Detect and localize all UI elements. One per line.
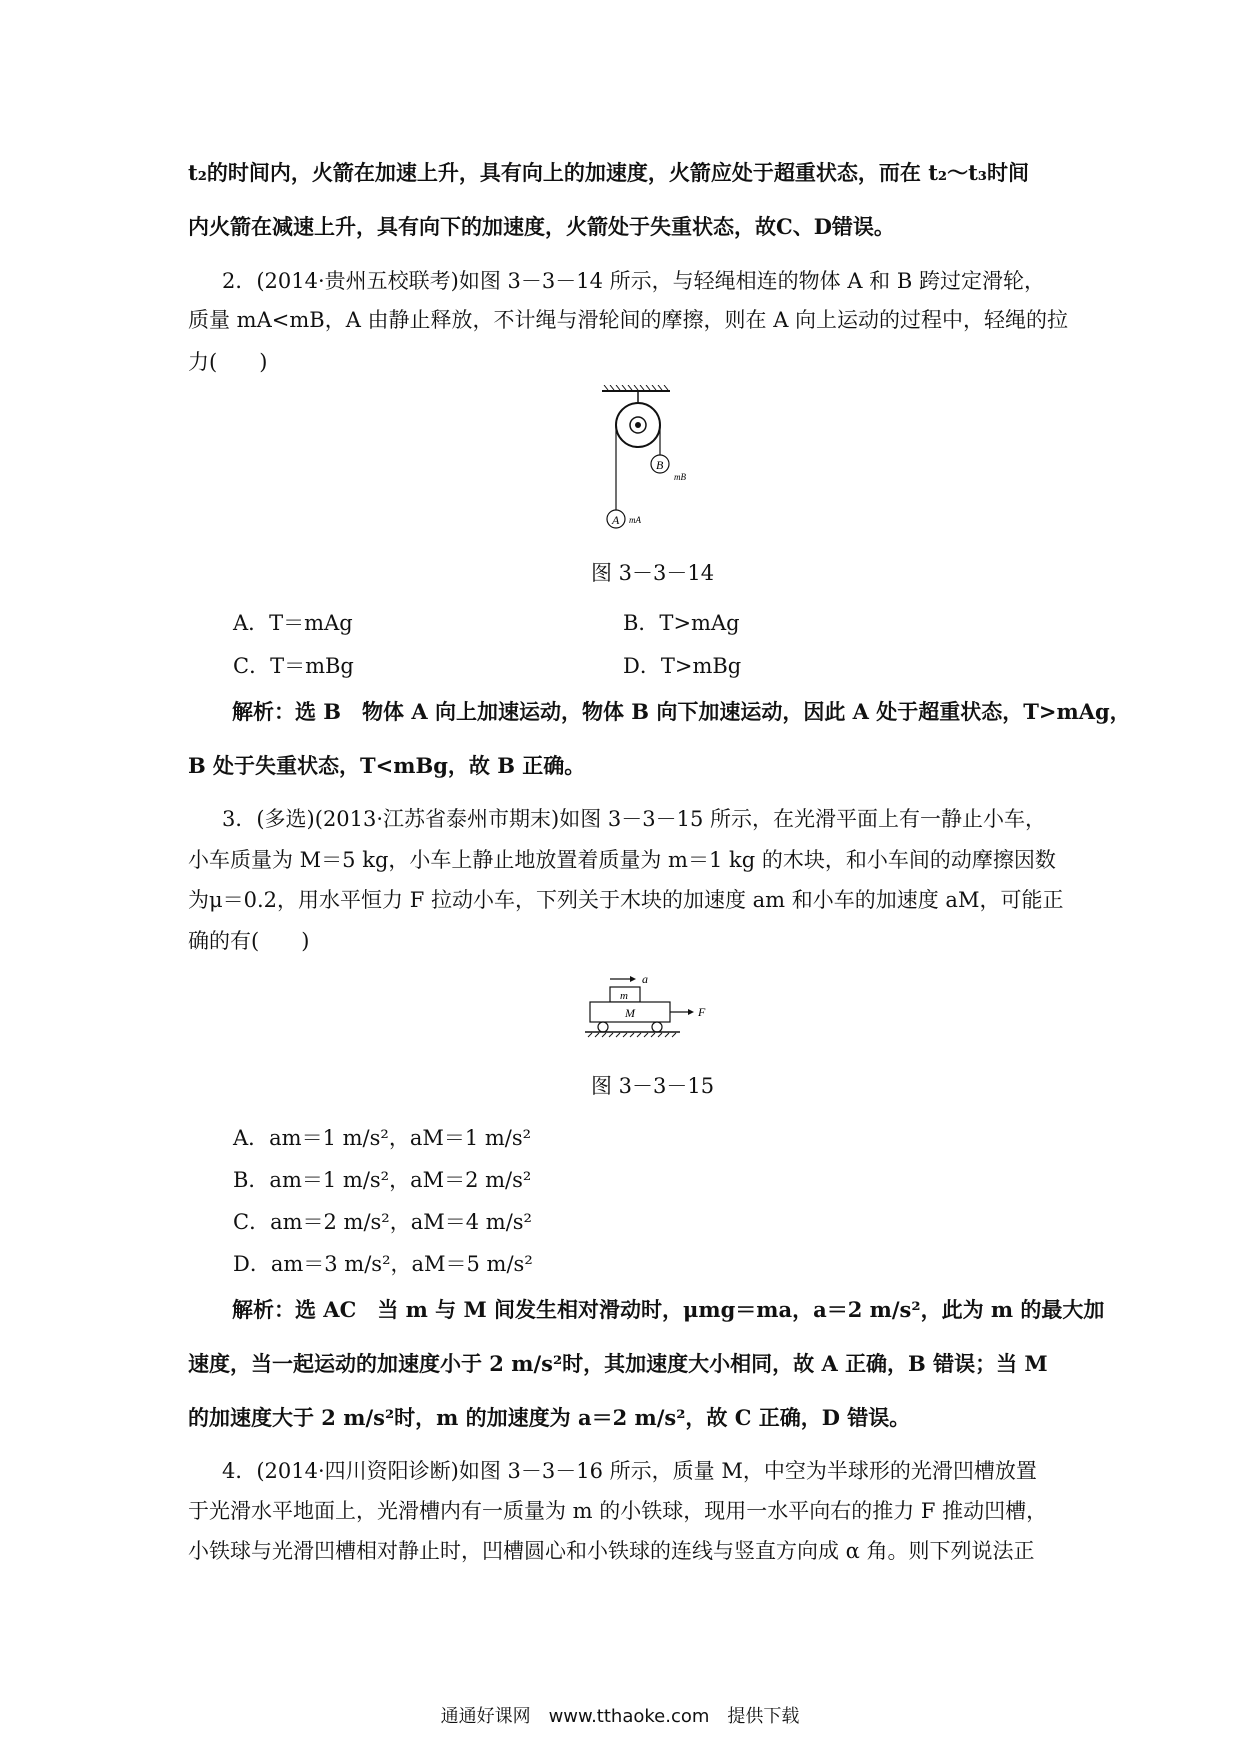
option-b: B．T>mAg — [623, 611, 740, 635]
question-2-text: 质量 mA<mB，A 由静止释放，不计绳与滑轮间的摩擦，则在 A 向上运动的过程中，轻绳的拉 — [188, 308, 1069, 332]
question-4-text: 4．(2014·四川资阳诊断)如图 3－3－16 所示，质量 M，中空为半球形的光滑凹槽放置 — [222, 1459, 1037, 1483]
question-3-text: 为μ＝0.2，用水平恒力 F 拉动小车，下列关于木块的加速度 am 和小车的加速度 aM，可能正 — [188, 888, 1064, 912]
question-3-text: 3．(多选)(2013·江苏省泰州市期末)如图 3－3－15 所示，在光滑平面上有一静止小车， — [222, 807, 1047, 831]
label-ma: mA — [629, 515, 641, 525]
figure-caption: 图 3－3－14 — [591, 561, 715, 585]
label-a: A — [612, 513, 620, 527]
question-2-text: 2．(2014·贵州五校联考)如图 3－3－14 所示，与轻绳相连的物体 A 和 B 跨过定滑轮， — [222, 269, 1045, 293]
analysis-line: 的加速度大于 2 m/s²时，m 的加速度为 a＝2 m/s²，故 C 正确，D 错误。 — [188, 1405, 911, 1430]
question-4-text: 于光滑水平地面上，光滑槽内有一质量为 m 的小铁球，现用一水平向右的推力 F 推动凹槽， — [188, 1499, 1048, 1523]
analysis-line: 速度，当一起运动的加速度小于 2 m/s²时，其加速度大小相同，故 A 正确，B 错误；当 M — [188, 1351, 1048, 1376]
label-m: m — [620, 990, 628, 1002]
question-2-text: 力( ) — [188, 350, 268, 374]
question-3-text: 确的有( ) — [188, 929, 310, 953]
cart-figure — [585, 967, 715, 1047]
label-b: B — [656, 458, 664, 472]
option-d: D．T>mBg — [623, 654, 742, 678]
option-b: B．am＝1 m/s²，aM＝2 m/s² — [233, 1168, 532, 1192]
label-mb: mB — [674, 472, 686, 482]
analysis-line: 解析：选 B 物体 A 向上加速运动，物体 B 向下加速运动，因此 A 处于超重状态，T>mAg， — [232, 699, 1131, 724]
option-d: D．am＝3 m/s²，aM＝5 m/s² — [233, 1252, 533, 1276]
question-3-text: 小车质量为 M＝5 kg，小车上静止地放置着质量为 m＝1 kg 的木块，和小车间的动摩擦因数 — [188, 848, 1056, 872]
page-footer: 通通好课网 www.tthaoke.com 提供下载 — [440, 1706, 800, 1727]
solution-line: 内火箭在减速上升，具有向下的加速度，火箭处于失重状态，故C、D错误。 — [188, 214, 895, 239]
pulley-figure — [590, 385, 690, 535]
option-a: A．T＝mAg — [233, 611, 353, 635]
question-4-text: 小铁球与光滑凹槽相对静止时，凹槽圆心和小铁球的连线与竖直方向成 α 角。则下列说法正 — [188, 1539, 1035, 1563]
solution-line: t₂的时间内，火箭在加速上升，具有向上的加速度，火箭应处于超重状态，而在 t₂～t₃时间 — [188, 160, 1030, 185]
label-a: a — [642, 972, 648, 986]
option-a: A．am＝1 m/s²，aM＝1 m/s² — [233, 1126, 532, 1150]
label-big-m: M — [625, 1006, 635, 1020]
figure-caption: 图 3－3－15 — [591, 1074, 715, 1098]
label-f: F — [698, 1005, 706, 1019]
analysis-line: B 处于失重状态，T<mBg，故 B 正确。 — [188, 753, 586, 778]
option-c: C．am＝2 m/s²，aM＝4 m/s² — [233, 1210, 532, 1234]
analysis-line: 解析：选 AC 当 m 与 M 间发生相对滑动时，μmg＝ma，a＝2 m/s²，此为 m 的最大加 — [232, 1297, 1105, 1322]
option-c: C．T＝mBg — [233, 654, 354, 678]
